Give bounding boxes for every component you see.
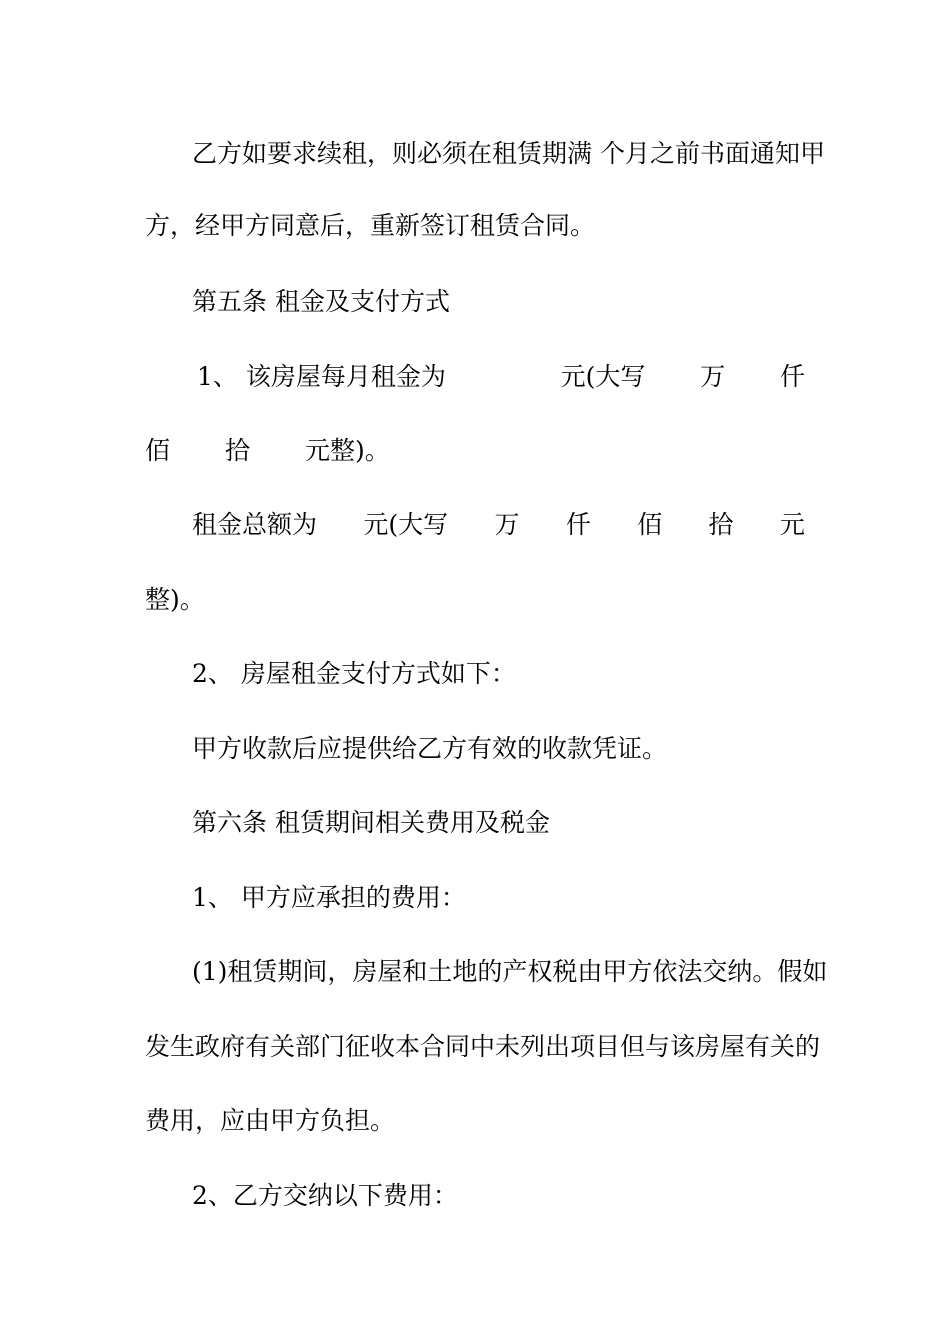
- tax-line-2: 发生政府有关部门征收本合同中未列出项目但与该房屋有关的: [145, 1032, 821, 1061]
- total-rent-seg-5: 拾: [708, 510, 734, 539]
- total-rent-seg-2: 万: [494, 510, 520, 539]
- party-b-fees-line: 2、乙方交纳以下费用：: [192, 1181, 458, 1210]
- monthly-rent-line-1: [197, 360, 805, 394]
- total-rent-seg-1: 元(大写: [363, 510, 449, 539]
- monthly-rent-seg-3: 仟: [779, 362, 805, 391]
- payment-method-line: 2、 房屋租金支付方式如下：: [192, 659, 516, 688]
- total-rent-seg-3: 仟: [565, 510, 591, 539]
- total-rent-seg-4: 佰: [637, 510, 663, 539]
- renewal-line-2: 方，经甲方同意后，重新签订租赁合同。: [145, 211, 596, 240]
- total-rent-line-1: [192, 508, 805, 542]
- monthly-rent-seg-4: 佰: [145, 436, 171, 465]
- receipt-line: 甲方收款后应提供给乙方有效的收款凭证。: [192, 734, 668, 763]
- total-rent-line-2: 整)。: [145, 585, 205, 614]
- total-rent-seg-6: 元: [779, 510, 805, 539]
- monthly-rent-seg-0: 1、 该房屋每月租金为: [197, 362, 446, 391]
- article-5-heading: 第五条 租金及支付方式: [192, 287, 450, 316]
- party-a-fees-line: 1、 甲方应承担的费用：: [192, 883, 466, 912]
- renewal-text-1: 乙方如要求续租，则必须在租赁期满 个月之前书面通知甲: [192, 139, 825, 168]
- monthly-rent-line-2: [145, 434, 390, 468]
- renewal-line-1: [192, 137, 825, 171]
- tax-line-3: 费用，应由甲方负担。: [145, 1106, 396, 1135]
- monthly-rent-seg-6: 元整)。: [304, 436, 390, 465]
- total-rent-seg-0: 租金总额为: [192, 510, 318, 539]
- monthly-rent-seg-2: 万: [700, 362, 726, 391]
- monthly-rent-seg-1: 元(大写: [560, 362, 646, 391]
- monthly-rent-seg-5: 拾: [224, 436, 250, 465]
- tax-line-1: (1)租赁期间，房屋和土地的产权税由甲方依法交纳。假如: [192, 957, 828, 986]
- article-6-heading: 第六条 租赁期间相关费用及税金: [192, 808, 550, 837]
